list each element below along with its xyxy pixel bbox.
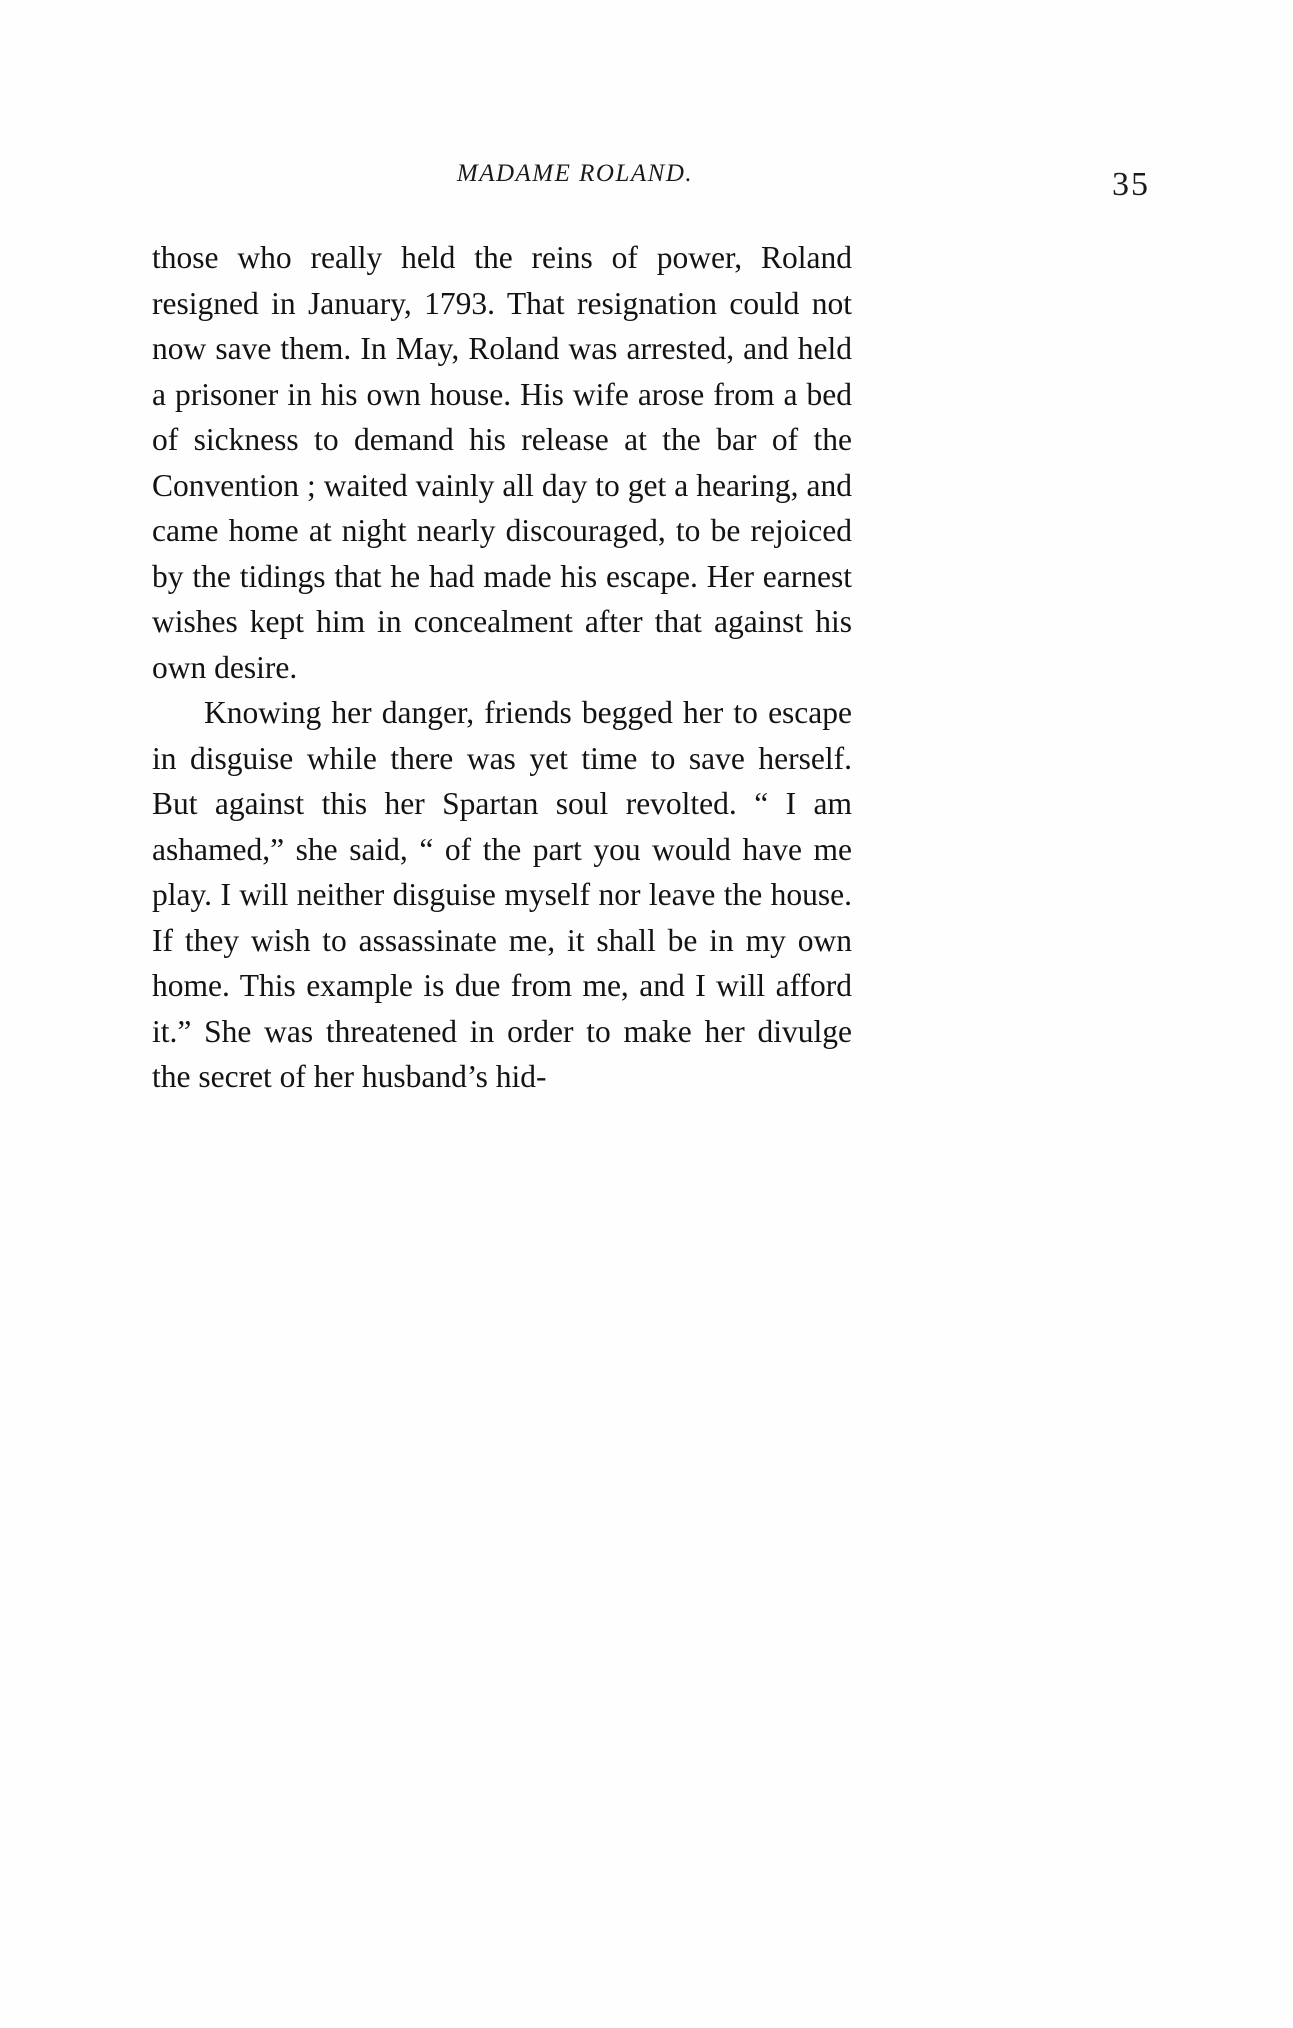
page-number: 35 [1112,166,1150,203]
running-head: MADAME ROLAND. [456,160,694,187]
paragraph: Knowing her danger, friends begged her to escape in disguise while there was yet time to save herself. But against this her Spartan soul revolted. “ I am ashamed,” she said, “ of the part you would have me play. I will neither disguise myself nor leave the house. If they wish to assassinate me, it shall be in my own home. This example is due from me, and I will afford it.” She was threatened in order to make her divulge the secret of her husband’s hid- [152,695,852,1094]
paragraph: those who really held the reins of power, Roland resigned in January, 1793. That resignation could not now save them. In May, Roland was arrested, and held a prisoner in his own house. His wife arose from a bed of sickness to demand his release at the bar of the Convention ; waited vainly all day to get a hearing, and came home at night nearly discouraged, to be rejoiced by the tidings that he had made his escape. Her earnest wishes kept him in concealment after that against his own desire. [152,240,852,685]
page-header [150,160,1150,220]
body-text [152,235,852,1100]
